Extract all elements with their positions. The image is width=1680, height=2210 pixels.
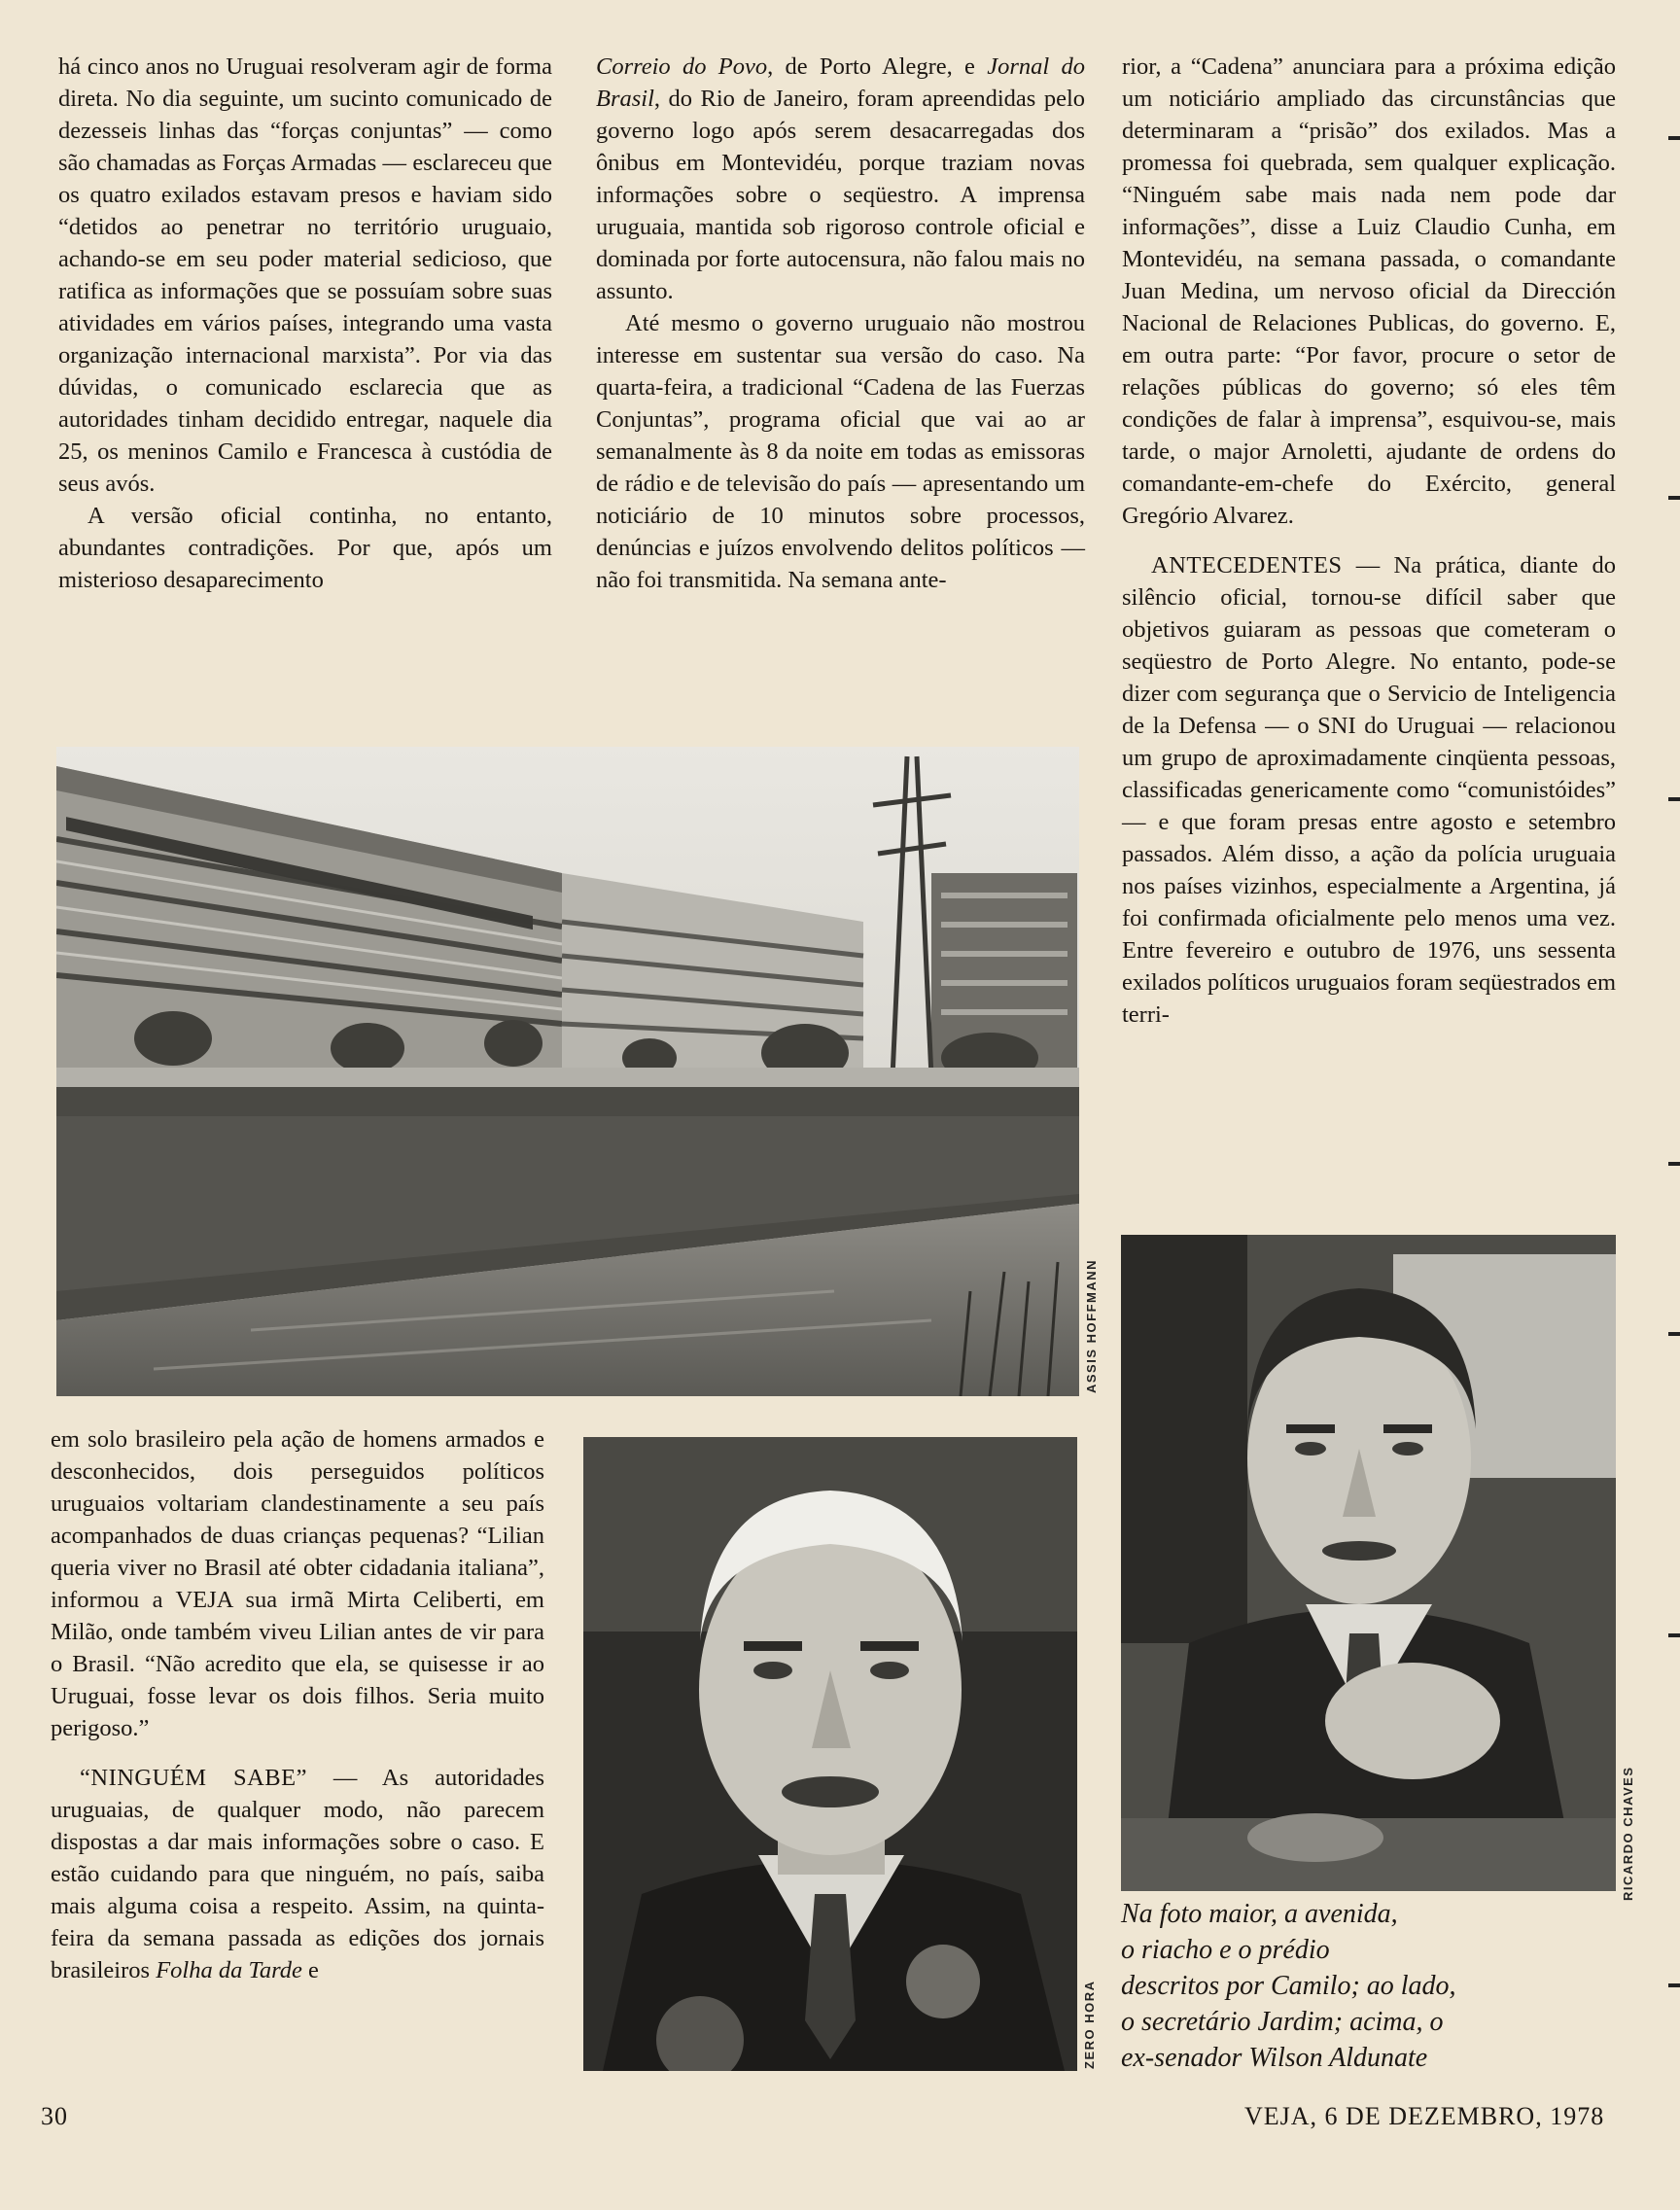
section-subhead: ANTECEDENTES: [1151, 552, 1343, 579]
article-paragraph: há cinco anos no Uruguai resolveram agir de forma direta. No dia seguinte, um sucinto comunicado de dezesseis linhas das “forças conjuntas” — como são chamadas as Forças Armadas — esclareceu que os quatro exilados estavam presos e haviam sido “detidos ao penetrar no território uruguaio, achando-se em seu poder material sedicioso, que ratifica as informações que se possuíam sobre suas atividades em vários países, integrando uma vasta organização internacional marxista”. Por via das dúvidas, o comunicado esclarecia que as autoridades tinham decidido entregar, naquele dia 25, os meninos Camilo e Francesca à custódia de seus avós.: [58, 53, 552, 497]
edge-mark: [1668, 136, 1680, 140]
photo-credit: ASSIS HOFFMANN: [1084, 1259, 1099, 1393]
page-number: 30: [41, 2102, 68, 2130]
article-paragraph: rior, a “Cadena” anunciara para a próxima edição um noticiário ampliado das circunstâncias que determinaram a “prisão” dos exilados. Mas a promessa foi quebrada, sem qualquer explicação. “Ninguém sabe mais nada nem pode dar informações”, disse a Luiz Claudio Cunha, em Montevidéu, na semana passada, o comandante Juan Medina, um nervoso oficial da Dirección Nacional de Relaciones Publicas, do governo. E, em outra parte: “Por favor, procure o setor de relações públicas do governo; só eles têm condições de falar à imprensa”, esquivou-se, mais tarde, o major Arnoletti, ajudante de ordens do comandante-em-chefe do Exército, general Gregório Alvarez.: [1122, 53, 1616, 529]
article-text: — As autoridades uruguaias, de qualquer modo, não parecem dispostas a dar mais informações sobre o caso. E estão cuidando para que ninguém, no país, saiba mais alguma coisa a respeito. Assim, na quinta-feira da semana passada as edições dos jornais brasileiros: [51, 1765, 544, 1983]
portrait-photo-aldunate: [1121, 1235, 1616, 1891]
article-text: , do Rio de Janeiro, foram apreendidas pelo governo logo após serem desacarregadas dos ônibus em Montevidéu, porque traziam novas informações sobre o seqüestro. A imprensa uruguaia, mantida sob rigoroso controle oficial e dominada por forte autocensura, não falou mais no assunto.: [596, 86, 1085, 304]
article-paragraph: [1122, 549, 1616, 1031]
article-paragraph: [596, 51, 1085, 307]
article-paragraph: A versão oficial continha, no entanto, abundantes contradições. Por que, após um misterioso desaparecimento: [58, 503, 552, 593]
street-creek-photo: [56, 747, 1079, 1396]
portrait-illustration: [1121, 1235, 1616, 1891]
portrait-photo-jardim: [583, 1437, 1077, 2071]
article-paragraph: [51, 1762, 544, 1986]
photo-caption: [1121, 1896, 1607, 2076]
article-paragraph: em solo brasileiro pela ação de homens armados e desconhecidos, dois perseguidos políticos uruguaios voltariam clandestinamente a seu país acompanhados de duas crianças pequenas? “Lilian queria viver no Brasil até obter cidadania italiana”, informou a VEJA sua irmã Mirta Celiberti, em Milão, onde também viveu Lilian antes de vir para o Brasil. “Não acredito que ela, se quisesse ir ao Uruguai, fosse levar os dois filhos. Seria muito perigoso.”: [51, 1426, 544, 1741]
article-text: — Na prática, diante do silêncio oficial, tornou-se difícil saber que objetivos guiaram as pessoas que cometeram o seqüestro de Porto Alegre. No entanto, pode-se dizer com segurança que o Servicio de Inteligencia de la Defensa — o SNI do Uruguai — relacionou um grupo de aproximadamente cinqüenta pessoas, classificadas genericamente como “comunistóides” — e que foram presas entre agosto e setembro passados. Além disso, a ação da polícia uruguaia nos países vizinhos, especialmente a Argentina, já foi confirmada oficialmente pelo menos uma vez. Entre fevereiro e outubro de 1976, uns sessenta exilados políticos uruguaios foram seqüestrados em terri-: [1122, 552, 1616, 1028]
photo-credit: RICARDO CHAVES: [1621, 1766, 1635, 1901]
newspaper-name: Correio do Povo: [596, 53, 768, 80]
article-text: , de Porto Alegre, e: [767, 53, 988, 80]
newspaper-name: Jornal do Brasil: [596, 53, 1085, 112]
article-text: e: [301, 1957, 319, 1983]
article-column-3: [1122, 51, 1616, 1031]
article-column-4: [51, 1423, 544, 1986]
edge-mark: [1668, 1162, 1680, 1166]
portrait-illustration: [583, 1437, 1077, 2071]
caption-line: o riacho e o prédio: [1121, 1935, 1330, 1965]
article-column-1: [58, 51, 552, 596]
article-column-2: [596, 51, 1085, 596]
caption-line: Na foto maior, a avenida,: [1121, 1899, 1398, 1929]
caption-line: o secretário Jardim; acima, o: [1121, 2007, 1444, 2037]
edge-mark: [1668, 1983, 1680, 1987]
section-subhead: “NINGUÉM SABE”: [80, 1765, 307, 1791]
edge-mark: [1668, 1332, 1680, 1336]
edge-mark: [1668, 496, 1680, 500]
edge-mark: [1668, 797, 1680, 801]
caption-line: descritos por Camilo; ao lado,: [1121, 1971, 1456, 2001]
publication-footer: VEJA, 6 DE DEZEMBRO, 1978: [1244, 2102, 1605, 2130]
caption-line: ex-senador Wilson Aldunate: [1121, 2043, 1428, 2073]
street-creek-illustration: [56, 747, 1079, 1396]
photo-credit: ZERO HORA: [1082, 1980, 1097, 2069]
article-paragraph: Até mesmo o governo uruguaio não mostrou interesse em sustentar sua versão do caso. Na quarta-feira, a tradicional “Cadena de las Fuerzas Conjuntas”, programa oficial que vai ao ar semanalmente às 8 da noite em todas as emissoras de rádio e de televisão do país — apresentando um noticiário de 10 minutos sobre processos, denúncias e juízos envolvendo delitos políticos — não foi transmitida. Na semana ante-: [596, 310, 1085, 593]
newspaper-name: Folha da Tarde: [156, 1957, 302, 1983]
edge-mark: [1668, 1633, 1680, 1637]
